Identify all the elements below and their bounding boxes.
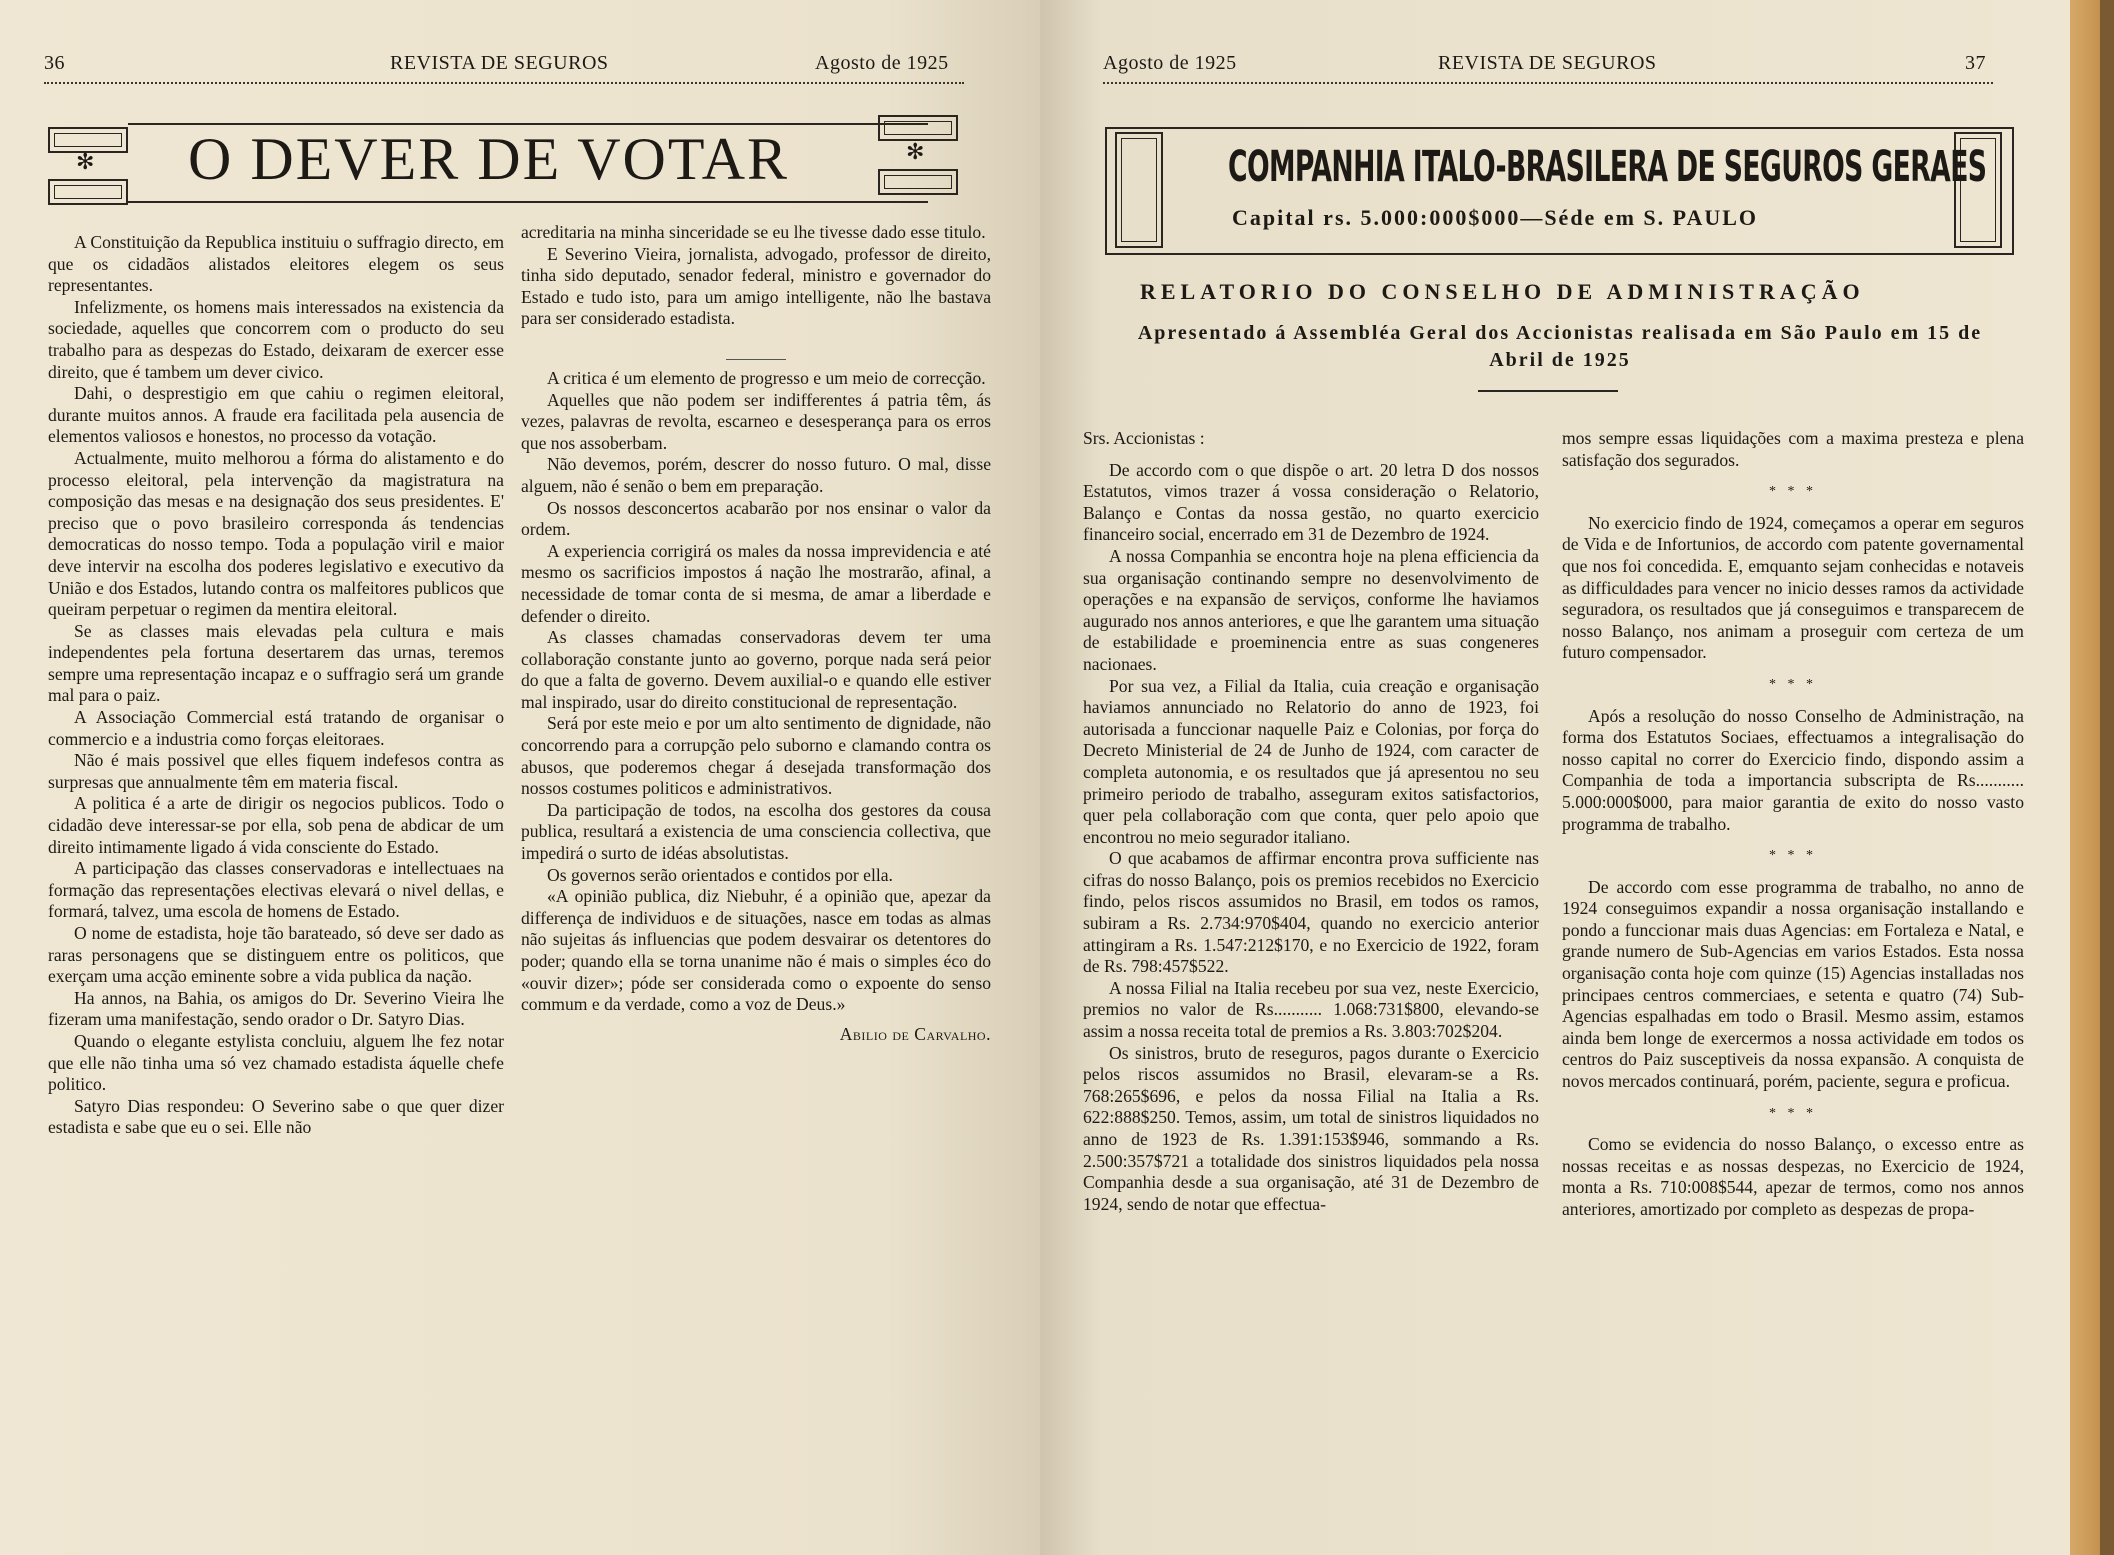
report-title: RELATORIO DO CONSELHO DE ADMINISTRAÇÃO <box>1140 279 1865 304</box>
author-signature: Abilio de Carvalho. <box>839 1023 991 1044</box>
ornament-frame-icon <box>48 179 128 205</box>
asterisk-ornament-icon: ✻ <box>76 149 95 174</box>
left-date: Agosto de 1925 <box>815 52 949 74</box>
paragraph: A experiencia corrigirá os males da nossa imprevidencia e até mesmo os sacrificios impostos á nação lhe mostrarão, afinal, a necessidade de tomar conta de si mesma, de amar a liberdade e defender o direito. <box>521 540 991 626</box>
paragraph: A nossa Filial na Italia recebeu por sua vez, neste Exercicio, premios no valor de Rs........... 1.068:731$800, elevando-se assim a nossa receita total de premios a Rs. 3.803:702$204. <box>1083 977 1539 1042</box>
title-bottom-rule <box>128 201 928 203</box>
ornament-frame-icon <box>878 115 958 141</box>
paragraph: Satyro Dias respondeu: O Severino sabe o que quer dizer estadista e sabe que eu o sei. Elle não <box>48 1095 504 1138</box>
paragraph: Actualmente, muito melhorou a fórma do alistamento e do processo eleitoral, pela intervenção da magistratura na composição das mesas e na designação dos seus presidentes. E' preciso que o povo brasileiro corresponda ás tendencias democraticas do nosso tempo. Toda a população viril e maior deve intervir na escolha dos poderes legislativo e executivo da União e dos Estados, lutando contra os malfeitores publicos que queiram perpetuar o regimen da mentira eleitoral. <box>48 447 504 620</box>
paragraph: As classes chamadas conservadoras devem ter uma collaboração constante junto ao governo, porque nada será peior do que a falta de governo. Devem auxilial-o e quando elle estiver mal inspirado, usar do direito constitucional de representação. <box>521 627 991 712</box>
paragraph: Após a resolução do nosso Conselho de Administração, na forma dos Estatutos Sociaes, effectuamos a integralisação do nosso capital no correr do Exercicio findo, dispondo assim a Companhia de toda a importancia subscripta de Rs........... 5.000:000$000, para maior garantia de exito do nosso vasto programma de trabalho. <box>1562 705 2024 834</box>
salutation: Srs. Accionistas : <box>1083 428 1205 448</box>
paragraph: Por sua vez, a Filial da Italia, cuia creação e organisação haviamos annunciado no Relatorio do anno de 1923, foi autorisada a funccionar naquelle Paiz e Colonias, por força do Decreto Ministerial de 24 de Junho de 1924, com caracter de completa autonomia, e os resultados que já apresentou no seu primeiro periodo de trabalho, asseguram exitos satisfactorios, quer pela collaboração com que conta, quer pelo apoio que encontrou no meio segurador italiano. <box>1083 675 1539 847</box>
right-column-2 <box>1562 428 2024 1221</box>
asterism-separator: * * * <box>1769 848 1817 864</box>
ornament-frame-icon <box>878 169 958 195</box>
section-separator <box>521 344 991 354</box>
paragraph: Os sinistros, bruto de reseguros, pagos durante o Exercicio pelos riscos assumidos no Brasil, elevaram-se a Rs. 768:265$696, e pelos da nossa Filial na Italia a Rs. 622:888$250. Temos, assim, um total de sinistros liquidados no anno de 1923 de Rs. 1.391:153$946, sommando a Rs. 2.500:357$721 a totalidade dos sinistros liquidados pela nossa Companhia desde a sua organisação, até 31 de Dezembro de 1924, sendo de notar que effectua- <box>1083 1042 1539 1214</box>
paragraph: Aquelles que não podem ser indifferentes á patria têm, ás vezes, palavras de revolta, escarneo e desesperança para os erros que nos assoberbam. <box>521 389 991 453</box>
asterism-separator: * * * <box>1769 1105 1817 1121</box>
book-cover-edge <box>2100 0 2114 1555</box>
paragraph: Como se evidencia do nosso Balanço, o excesso entre as nossas receitas e as nossas despezas, no Exercicio de 1924, monta a Rs. 710:008$544, apezar de termos, como nos annos anteriores, amortizado por completo as despezas de propa- <box>1562 1134 2024 1219</box>
paragraph: De accordo com esse programma de trabalho, no anno de 1924 conseguimos expandir a nossa organisação installando e pondo a funccionar mais duas Agencias: em Fortaleza e Natal, e grande numero de Sub-Agencias em varios Estados. Esta nossa organisação conta hoje com quinze (15) Agencias installadas nos principaes centros commerciaes, e setenta e quatro (74) Sub-Agencias espalhadas em todo o Brasil. Mesmo assim, estamos ainda bem longe de exercermos a nossa actividade em todos os centros do Paiz susceptiveis da nossa expansão. A conquista de novos mercados continuará, porém, paciente, segura e proficua. <box>1562 876 2024 1092</box>
paragraph: Infelizmente, os homens mais interessados na existencia da sociedade, aquelles que concorrem com o producto do seu trabalho para as despezas do Estado, deixaram de exercer esse direito, que é tambem um dever civico. <box>48 296 504 382</box>
paragraph: A Constituição da Republica instituiu o suffragio directo, em que os cidadãos alistados eleitores elegem os seus representantes. <box>48 232 504 296</box>
left-column-1 <box>48 232 504 1139</box>
paragraph: Se as classes mais elevadas pela cultura e mais independentes pela fortuna desertarem das urnas, teremos sempre uma representação incapaz e o suffragio será um grande mal para o paiz. <box>48 620 504 706</box>
asterism-separator: * * * <box>1769 676 1817 692</box>
paragraph: O nome de estadista, hoje tão barateado, só deve ser dado as raras personagens que se distinguem entre os politicos, que exerçam uma acção eminente sobre a vida publica da nação. <box>48 923 504 987</box>
paragraph: Dahi, o desprestigio em que cahiu o regimen eleitoral, durante muitos annos. A fraude era facilitada pela ausencia de elementos valiosos e honestos, no processo da votação. <box>48 383 504 447</box>
paragraph: No exercicio findo de 1924, começamos a operar em seguros de Vida e de Infortunios, de accordo com patente governamental que nos foi concedida. E, emquanto sejam conhecidas e notaveis as difficuldades para vencer no inicio desses ramos da actividade seguradora, os resultados que já conseguimos e transparecem de nosso Balanço, nos animam a proseguir com certeza de um futuro compensador. <box>1562 512 2024 663</box>
left-column-2 <box>521 222 991 1045</box>
paragraph: mos sempre essas liquidações com a maxima presteza e plena satisfação dos segurados. <box>1562 428 2024 470</box>
paragraph: Os nossos desconcertos acabarão por nos ensinar o valor da ordem. <box>521 497 991 540</box>
right-date: Agosto de 1925 <box>1103 52 1237 74</box>
right-column-1 <box>1083 428 1539 1215</box>
paragraph: «A opinião publica, diz Niebuhr, é a opinião que, apezar da differença de individuos e de situações, nasce em todas as almas não sujeitas ás influencias que podem desvairar os detentores do poder; quando ella se torna unanime não é mais o simples éco do «ouvir dizer»; póde ser considerada como o expoente do senso commum e da verdade, como a voz de Deus.» <box>521 886 991 1015</box>
left-page <box>0 0 1040 1555</box>
report-subtitle: Apresentado á Assembléa Geral dos Accionistas realisada em São Paulo em 15 de Abril de 1925 <box>1137 322 1983 371</box>
ornament-monogram-icon <box>1115 132 1163 248</box>
right-header-rule <box>1103 82 1993 84</box>
paragraph: A participação das classes conservadoras e intellectuaes na formação das representações electivas elevará o nivel dellas, e formará, talvez, uma escola de homens de Estado. <box>48 858 504 922</box>
paragraph: A Associação Commercial está tratando de organisar o commercio e a industria como forças eleitoraes. <box>48 707 504 749</box>
paragraph: Será por este meio e por um alto sentimento de dignidade, não concorrendo para a corrupção pelo suborno e clamando contra os abusos, que poderemos chegar á desejada transformação dos nossos costumes politicos e administrativos. <box>521 713 991 799</box>
left-header-rule <box>44 82 964 84</box>
paragraph: Quando o elegante estylista concluiu, alguem lhe fez notar que elle não tinha uma só vez chamado estadista áquelle chefe politico. <box>48 1030 504 1095</box>
asterism-separator: * * * <box>1769 484 1817 500</box>
paragraph: Ha annos, na Bahia, os amigos do Dr. Severino Vieira lhe fizeram uma manifestação, sendo orador o Dr. Satyro Dias. <box>48 987 504 1030</box>
paragraph: A nossa Companhia se encontra hoje na plena efficiencia da sua organisação continando sempre no desenvolvimento de operações e na expansão de serviços, conforme lhe haviamos augurado nos annos anteriores, e que lhe garantem uma situação de estabilidade e proeminencia entre as suas congeneres nacionaes. <box>1083 545 1539 674</box>
paragraph: A politica é a arte de dirigir os negocios publicos. Todo o cidadão deve interessar-se por ella, sob pena de abdicar de um direito intimamente ligado á vida consciente do Estado. <box>48 793 504 857</box>
paragraph: De accordo com o que dispõe o art. 20 letra D dos nossos Estatutos, vimos trazer á vossa consideração o Relatorio, Balanço e Contas da nossa gestão, no quarto exercicio financeiro social, encerrado em 31 de Dezembro de 1924. <box>1083 459 1539 545</box>
paragraph: acreditaria na minha sinceridade se eu lhe tivesse dado esse titulo. <box>521 222 986 242</box>
company-name: COMPANHIA ITALO-BRASILERA DE SEGUROS GERAES <box>1228 142 1987 192</box>
paragraph: Não devemos, porém, descrer do nosso futuro. O mal, disse alguem, não é senão o bem em preparação. <box>521 454 991 496</box>
paragraph: O que acabamos de affirmar encontra prova sufficiente nas cifras do nosso Balanço, pois os premios recebidos no Exercicio findo, pelos riscos assumidos no Brasil, em todos os ramos, subiram a Rs. 2.734:970$404, quando no exercicio anterior attingiram a Rs. 1.547:212$170, e no Exercicio de 1922, foram de Rs. 798:457$522. <box>1083 848 1539 977</box>
report-divider <box>1478 390 1618 392</box>
asterisk-ornament-icon: ✻ <box>906 139 925 164</box>
right-journal-name: REVISTA DE SEGUROS <box>1438 52 1657 74</box>
left-journal-name: REVISTA DE SEGUROS <box>390 52 609 74</box>
left-page-number: 36 <box>44 52 65 74</box>
right-page-number: 37 <box>1965 52 1986 74</box>
article-title-box <box>48 117 968 207</box>
paragraph: Os governos serão orientados e contidos por ella. <box>547 864 893 885</box>
company-capital: Capital rs. 5.000:000$000—Séde em S. PAULO <box>1232 205 1759 230</box>
paragraph: Não é mais possivel que elles fiquem indefesos contra as surpresas que annualmente têm em materia fiscal. <box>48 750 504 792</box>
article-title: O DEVER DE VOTAR <box>188 126 790 192</box>
paragraph: A critica é um elemento de progresso e um meio de correcção. <box>547 367 986 388</box>
paragraph: Da participação de todos, na escolha dos gestores da cousa publica, resultará a existencia de uma consciencia collectiva, que impedirá o surto de idéas absolutistas. <box>521 799 991 864</box>
paragraph: E Severino Vieira, jornalista, advogado, professor de direito, tinha sido deputado, senador federal, ministro e governador do Estado e tudo isto, para um amigo intelligente, não lhe bastava para ser considerado estadista. <box>521 243 991 329</box>
